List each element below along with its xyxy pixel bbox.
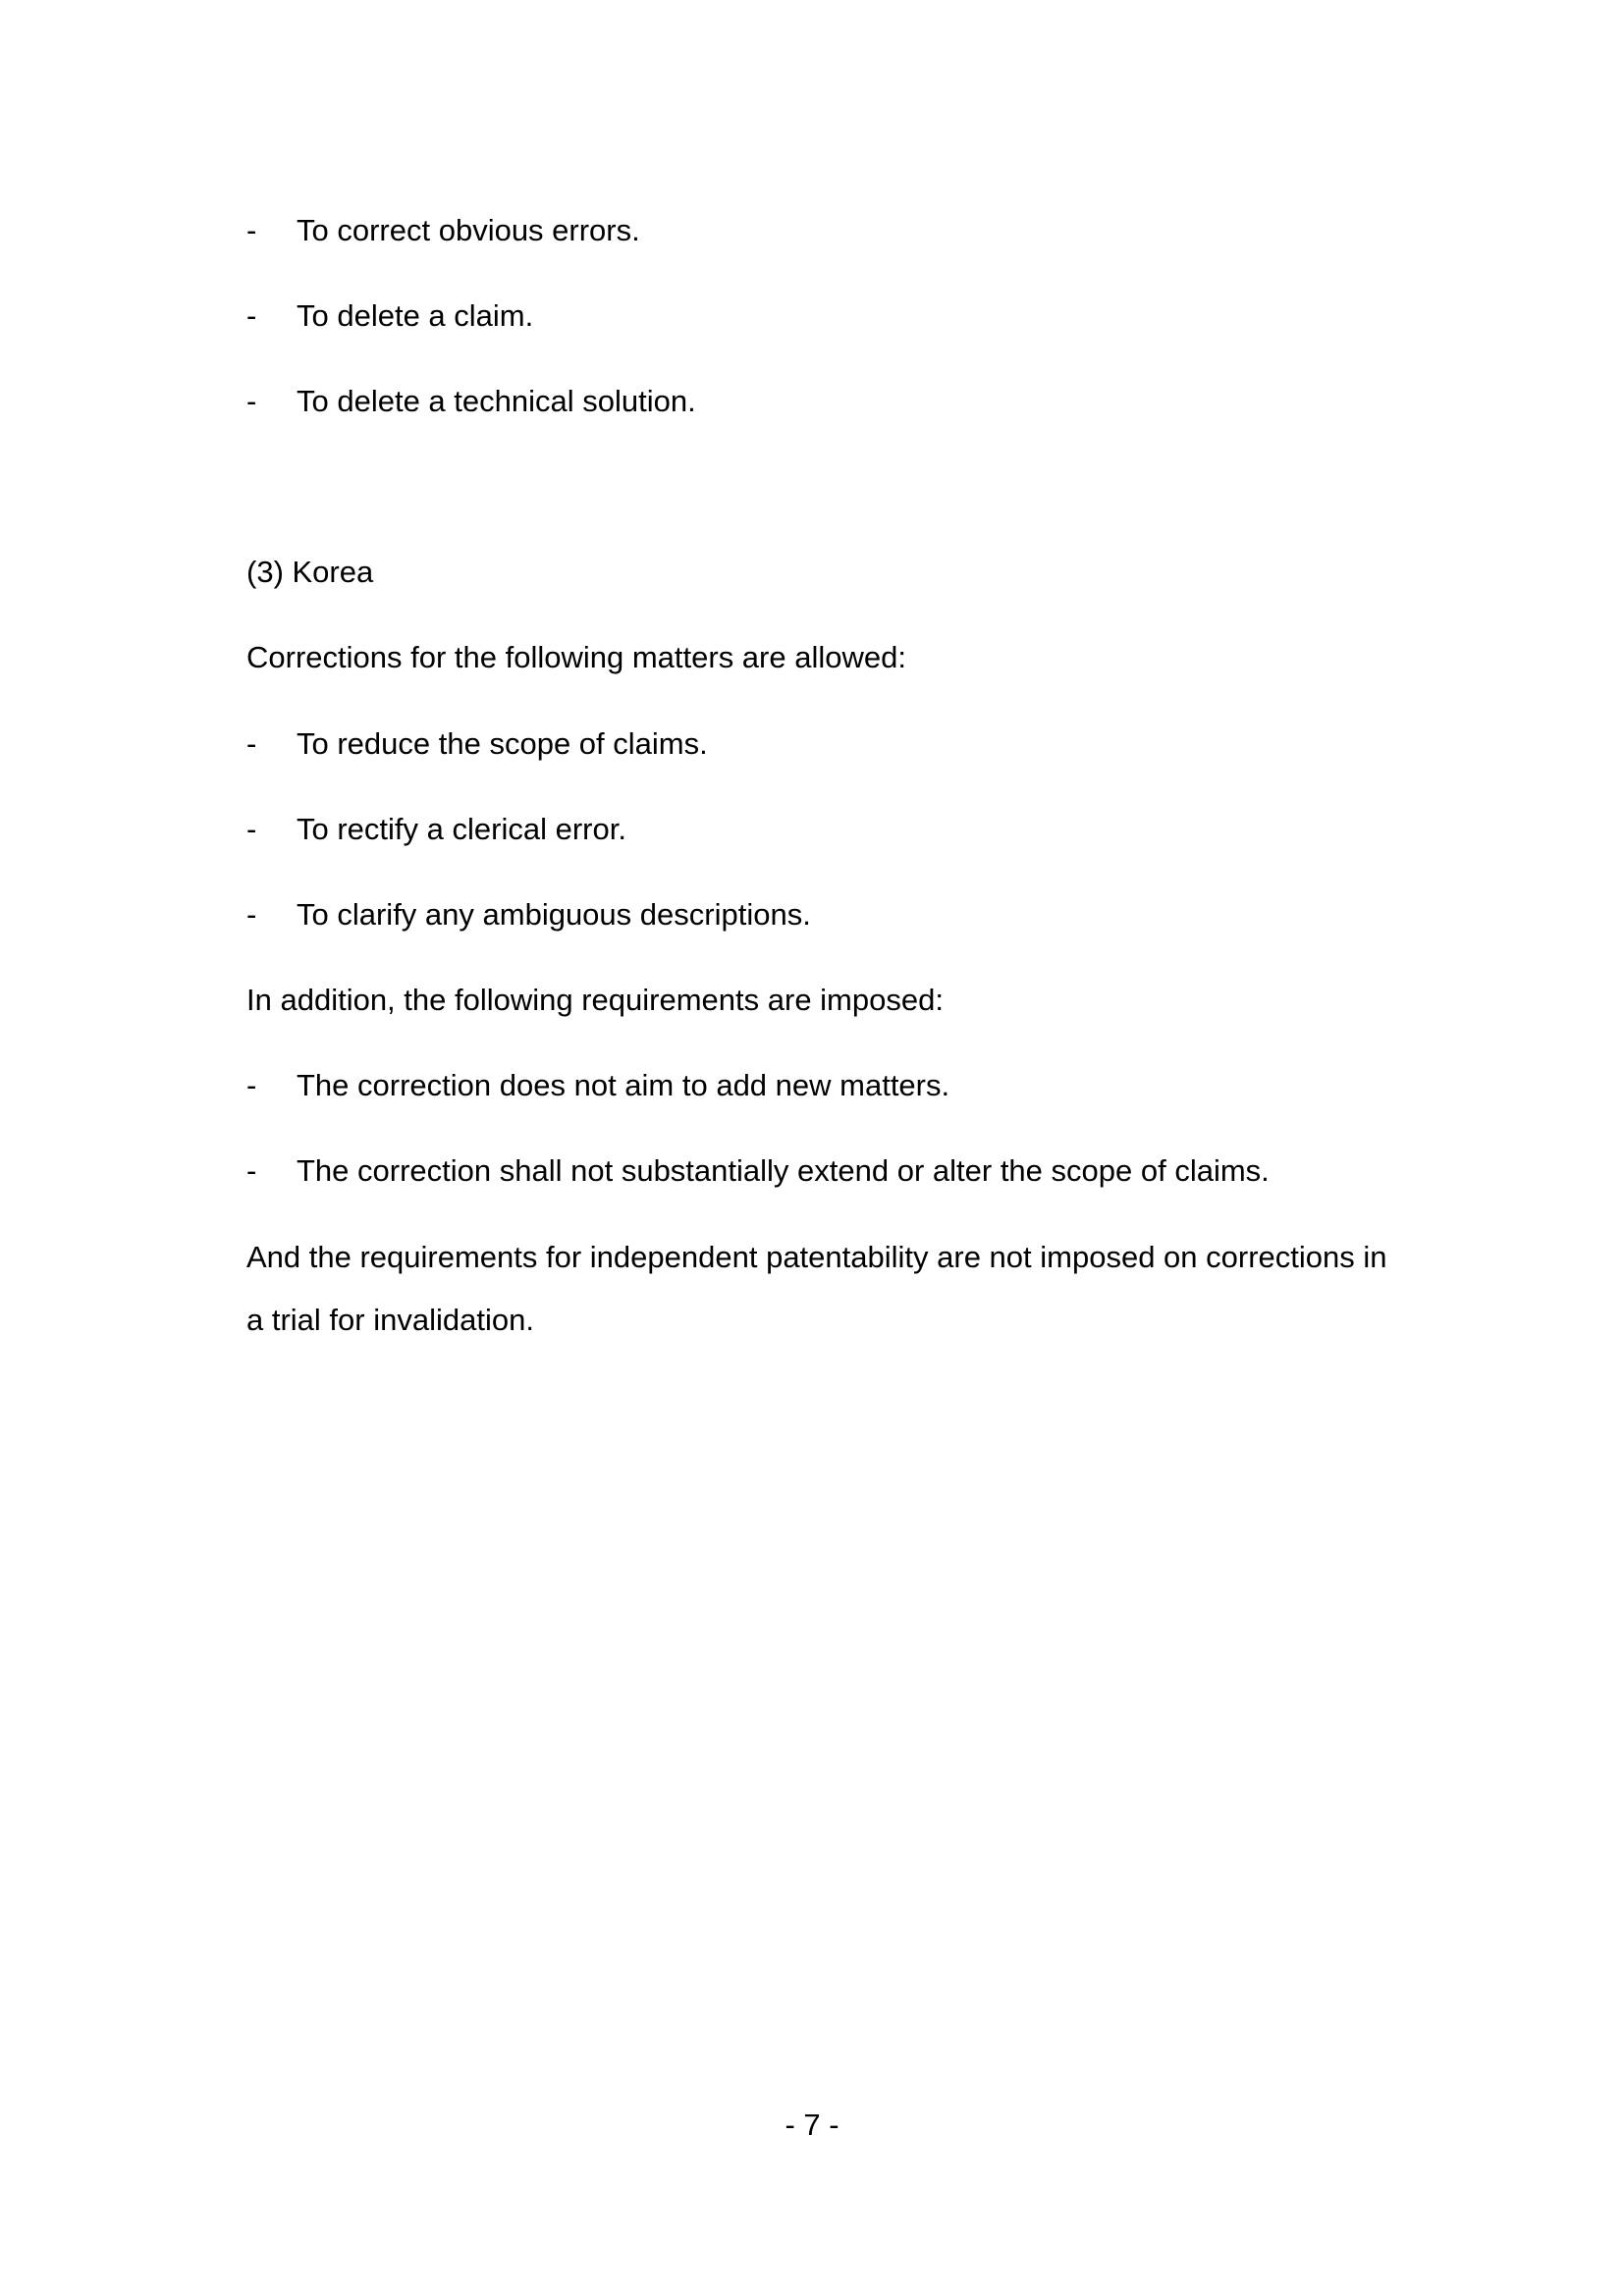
- list-item: To delete a claim.: [297, 298, 534, 333]
- bullet-marker: -: [246, 812, 257, 846]
- closing-paragraph-line-2: a trial for invalidation.: [246, 1303, 534, 1337]
- bullet-marker: -: [246, 298, 257, 333]
- bullet-marker: -: [246, 1068, 257, 1102]
- section-heading: (3) Korea: [246, 555, 374, 589]
- list-item: The correction does not aim to add new matters.: [297, 1068, 950, 1102]
- page-number: - 7 -: [785, 2108, 839, 2142]
- list-item: To delete a technical solution.: [297, 384, 696, 418]
- paragraph-intro-requirements: In addition, the following requirements are imposed:: [246, 983, 944, 1017]
- paragraph-intro-allowed: Corrections for the following matters are allowed:: [246, 640, 906, 674]
- closing-paragraph-line-1: And the requirements for independent patentability are not imposed on corrections in: [246, 1240, 1387, 1274]
- list-item: To rectify a clerical error.: [297, 812, 626, 846]
- bullet-marker: -: [246, 897, 257, 932]
- bullet-marker: -: [246, 1153, 257, 1188]
- list-item: To clarify any ambiguous descriptions.: [297, 897, 811, 932]
- list-item: To reduce the scope of claims.: [297, 726, 708, 761]
- list-item: To correct obvious errors.: [297, 213, 640, 247]
- bullet-marker: -: [246, 384, 257, 418]
- list-item: The correction shall not substantially extend or alter the scope of claims.: [297, 1153, 1270, 1188]
- bullet-marker: -: [246, 213, 257, 247]
- bullet-marker: -: [246, 726, 257, 761]
